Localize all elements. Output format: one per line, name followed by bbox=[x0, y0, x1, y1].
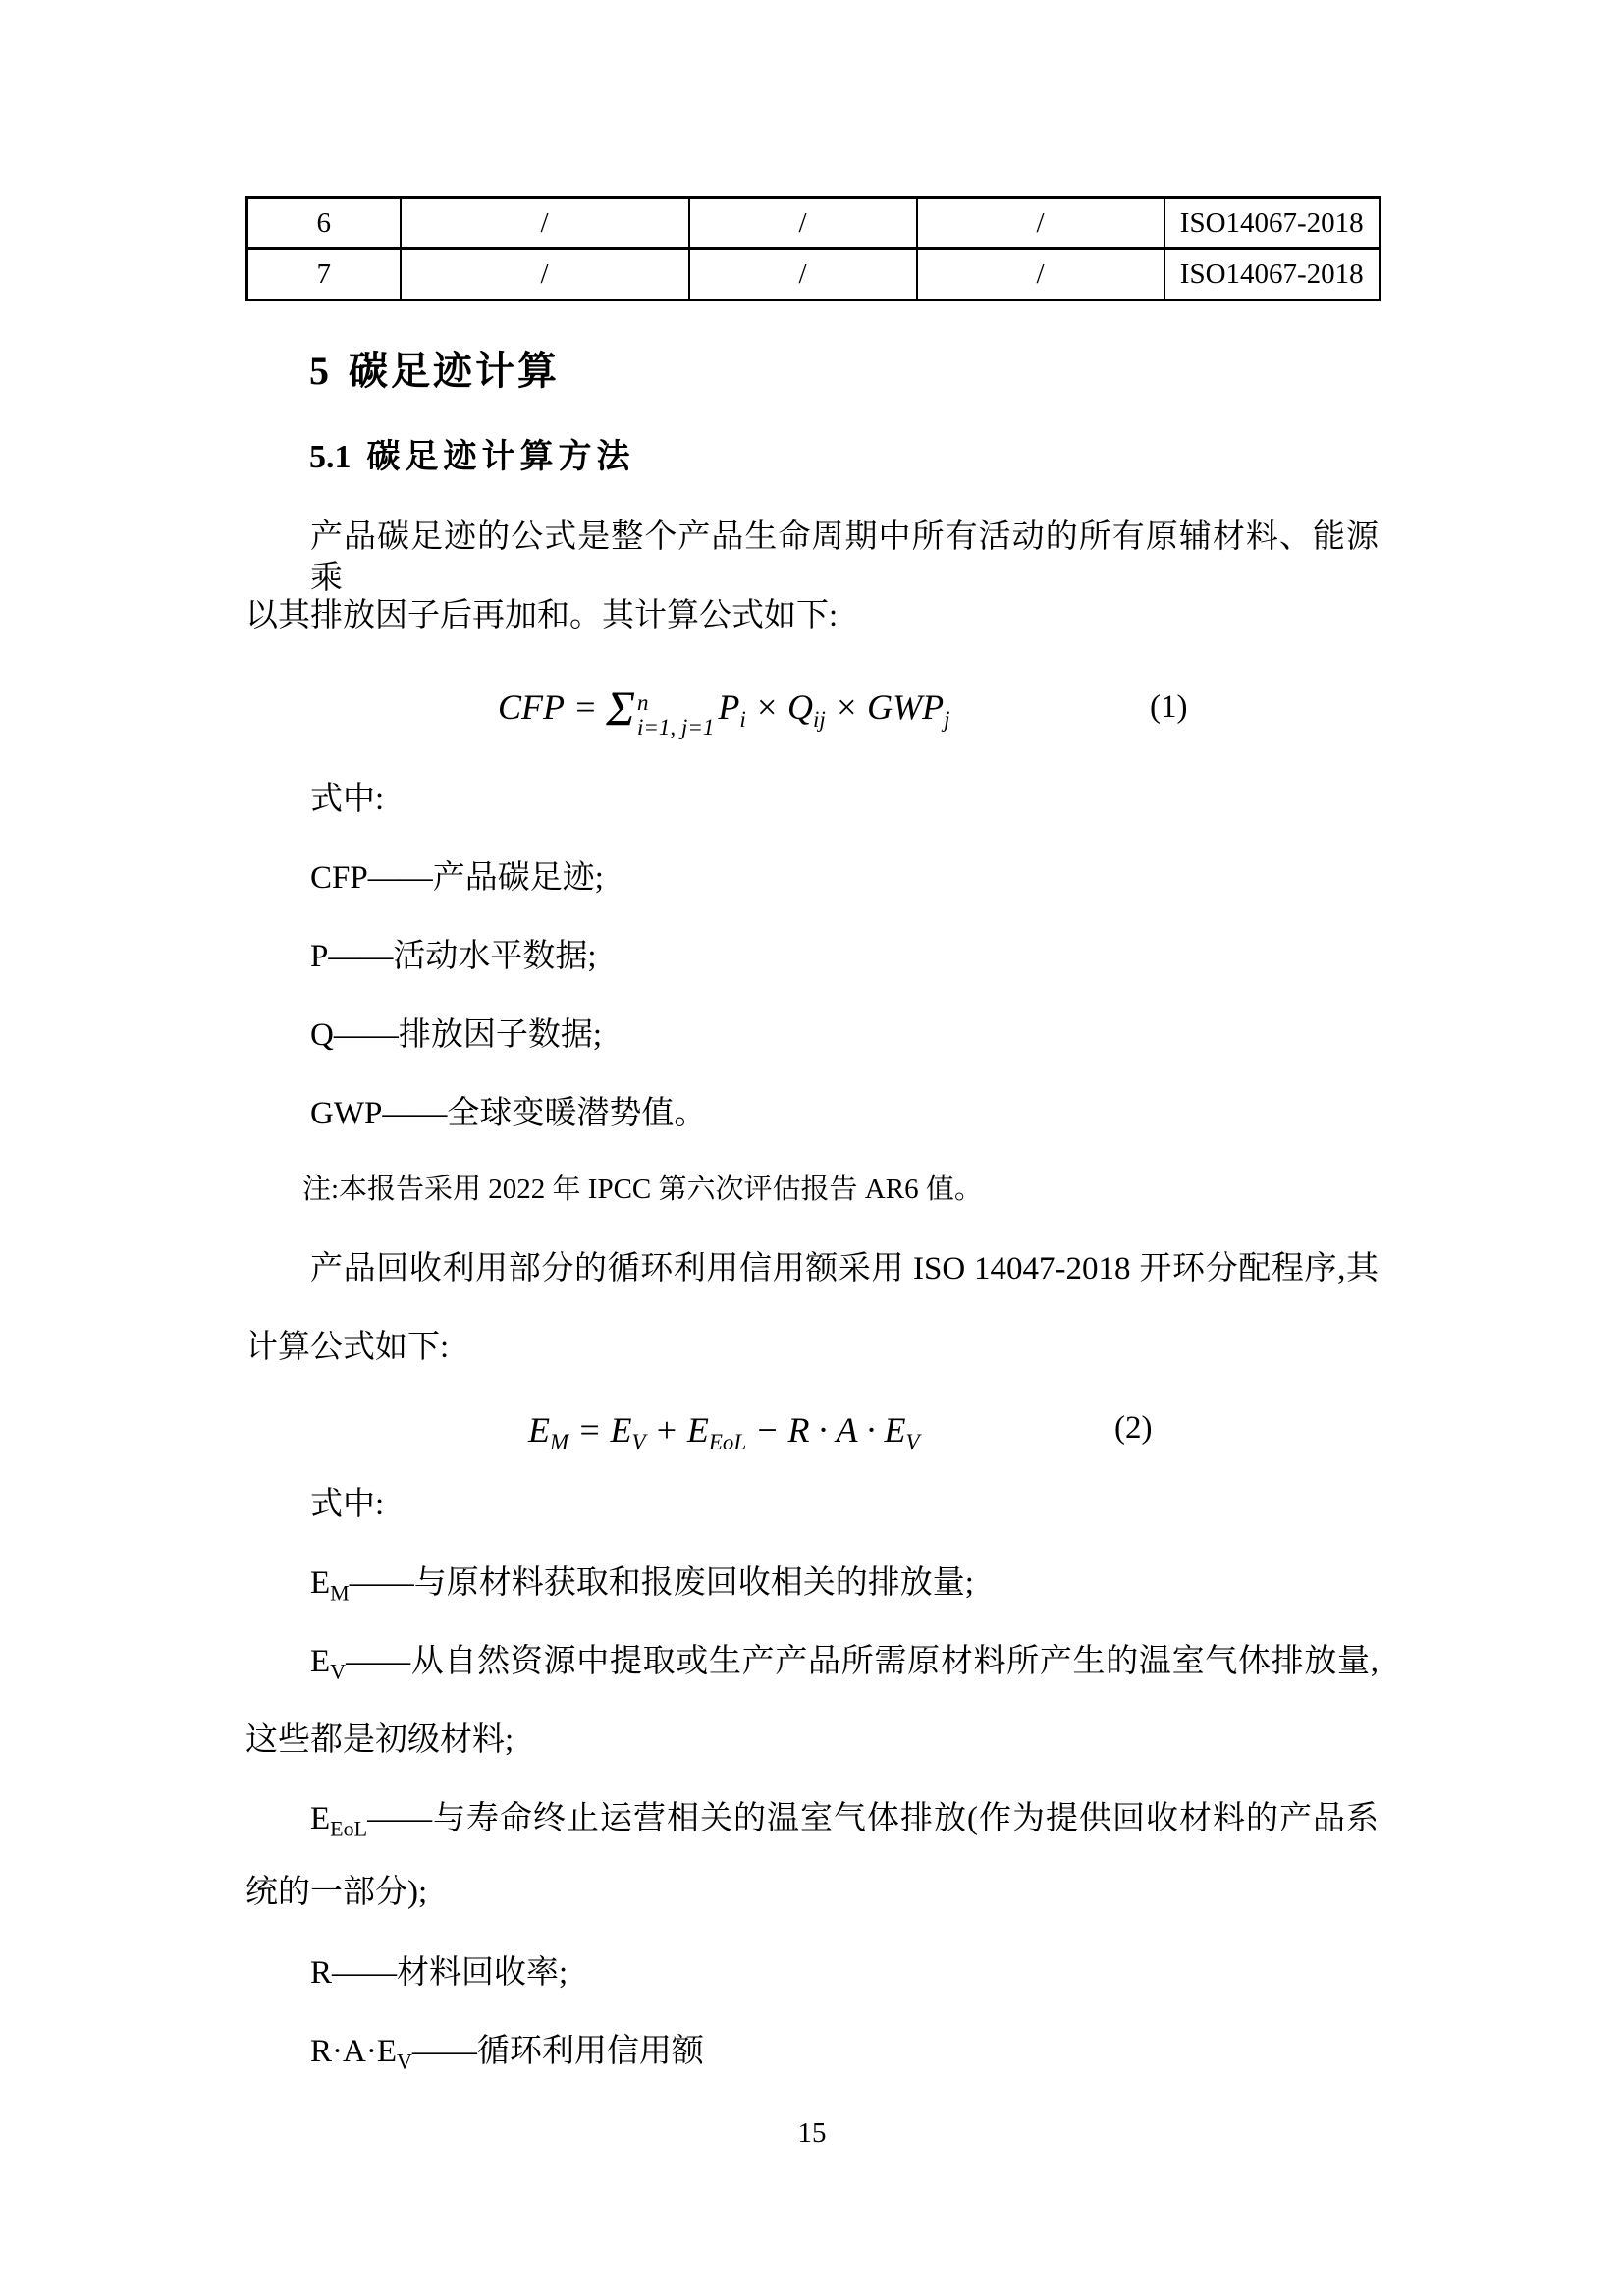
term-definition-continuation: 统的一部分); bbox=[245, 1875, 428, 1910]
term-definition: P——活动水平数据; bbox=[310, 939, 597, 974]
table-cell: / bbox=[917, 198, 1164, 249]
table-cell: / bbox=[401, 198, 689, 249]
formula-2-expression: $E_M = E_V + E_{EoL} - R \cdot A \cdot E_V$ bbox=[528, 1410, 920, 1455]
formula-1 bbox=[245, 670, 1379, 744]
table-cell: / bbox=[917, 249, 1164, 301]
term-definition: $R\cdot A\cdot E_V——$循环利用信用额 bbox=[310, 2034, 704, 2074]
subsection-heading bbox=[309, 429, 635, 477]
equation-number: (2) bbox=[1114, 1410, 1153, 1446]
term-definition: $E_{EoL}——$与寿命终止运营相关的温室气体排放(作为提供回收材料的产品系 bbox=[310, 1801, 1379, 1841]
page-number: 15 bbox=[797, 2117, 827, 2149]
table-row bbox=[247, 198, 1380, 249]
term-definition: R——材料回收率; bbox=[310, 1955, 568, 1991]
term-definition: Q——排放因子数据; bbox=[310, 1017, 602, 1053]
equation-number: (1) bbox=[1150, 689, 1188, 725]
table-cell: / bbox=[401, 249, 689, 301]
reference-standards-table bbox=[245, 196, 1381, 301]
section-number: 5 bbox=[309, 349, 329, 393]
table-cell: 6 bbox=[247, 198, 401, 249]
sigma-limits: n i=1, j=1 bbox=[637, 690, 715, 739]
paragraph-line: 产品回收利用部分的循环利用信用额采用 ISO 14047-2018 开环分配程序,其 bbox=[310, 1251, 1379, 1286]
paragraph-line: 计算公式如下: bbox=[245, 1330, 450, 1365]
term-definition: $E_M——$与原材料获取和报废回收相关的排放量; bbox=[310, 1565, 974, 1606]
formula-1-expression: CFP = Σ n i=1, j=1 $P_i \times Q_{ij} \times GWP_j$ bbox=[498, 681, 950, 739]
paragraph-line: 以其排放因子后再加和。其计算公式如下: bbox=[245, 598, 839, 633]
section-heading bbox=[309, 340, 560, 396]
table-cell: / bbox=[689, 198, 917, 249]
paragraph-line: 产品碳足迹的公式是整个产品生命周期中所有活动的所有原辅材料、能源乘 bbox=[310, 519, 1379, 596]
sigma-symbol: Σ bbox=[606, 681, 636, 736]
table-cell: / bbox=[689, 249, 917, 301]
section-title: 碳足迹计算 bbox=[349, 350, 560, 393]
term-definition-continuation: 这些都是初级材料; bbox=[245, 1722, 514, 1758]
table-row bbox=[247, 249, 1380, 301]
subsection-title: 碳足迹计算方法 bbox=[366, 439, 635, 475]
term-definition: $E_V——$从自然资源中提取或生产产品所需原材料所产生的温室气体排放量, bbox=[310, 1644, 1379, 1684]
note-line: 注:本报告采用 2022 年 IPCC 第六次评估报告 AR6 值。 bbox=[302, 1174, 983, 1205]
formula-2 bbox=[245, 1402, 1379, 1457]
subsection-number: 5.1 bbox=[309, 439, 352, 475]
terms-intro: 式中: bbox=[310, 1487, 385, 1522]
table-cell: ISO14067-2018 bbox=[1164, 198, 1380, 249]
terms-intro: 式中: bbox=[310, 782, 385, 817]
term-definition: CFP——产品碳足迹; bbox=[310, 860, 604, 896]
term-definition: GWP——全球变暖潜势值。 bbox=[310, 1096, 707, 1131]
table-cell: ISO14067-2018 bbox=[1164, 249, 1380, 301]
table-cell: 7 bbox=[247, 249, 401, 301]
